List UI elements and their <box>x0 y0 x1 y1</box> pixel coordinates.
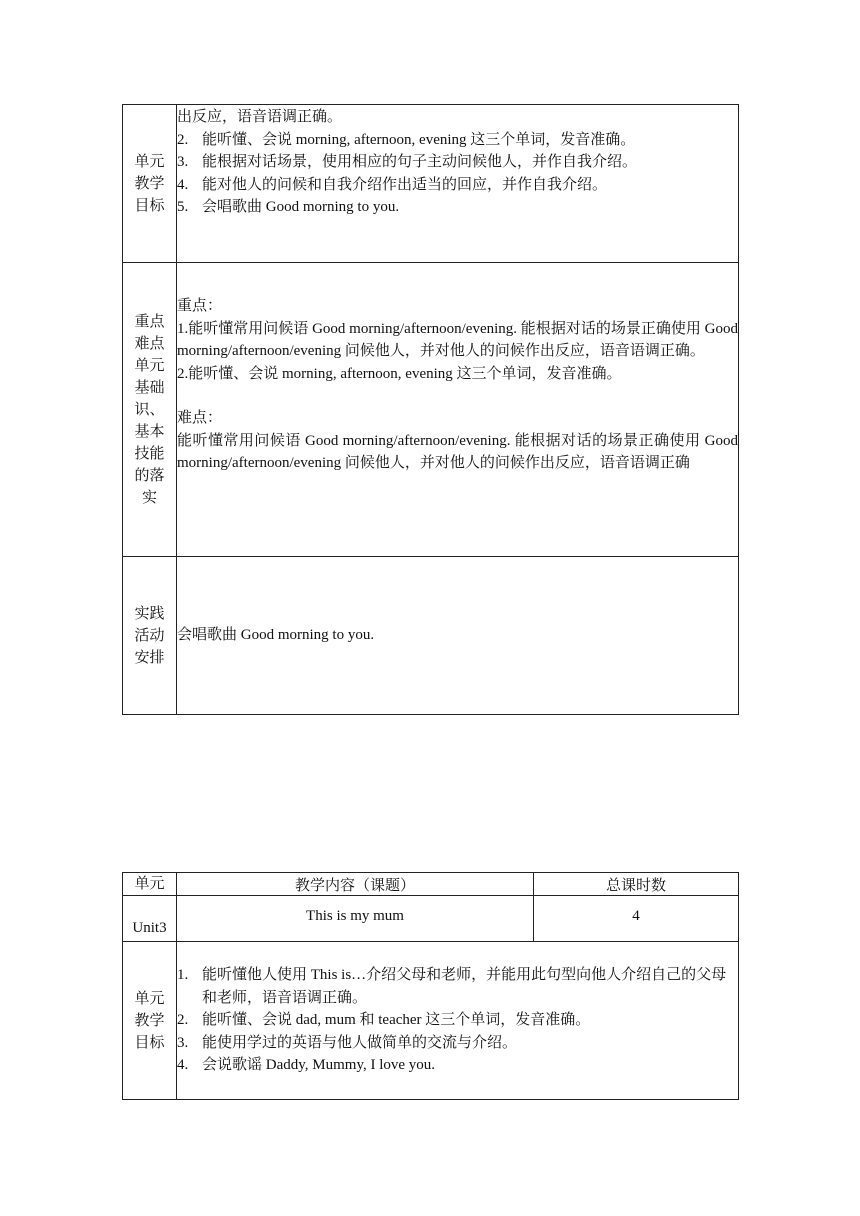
key-points-content <box>177 263 739 557</box>
goal-item: 3. 能根据对话场景，使用相应的句子主动问候他人，并作自我介绍。 <box>177 154 638 170</box>
label-line: 单元 <box>134 153 165 170</box>
goals-label-2 <box>123 942 177 1100</box>
header-row <box>123 873 739 896</box>
goal-item: 2. 能听懂、会说 morning, afternoon, evening 这三个单词，发音准确。 <box>177 131 636 148</box>
key-heading: 重点： <box>177 298 223 314</box>
practice-row <box>123 557 739 715</box>
label-line: 单元 <box>134 990 165 1007</box>
key-text-2: 2.能听懂、会说 morning, afternoon, evening 这三个单词，发音准确。 <box>177 365 622 382</box>
goals-content-2 <box>177 942 739 1100</box>
unit-plan-table-2 <box>122 872 739 1100</box>
goal-item: 1. 能听懂他人使用 This is…介绍父母和老师，并能用此句型向他人介绍自己的父母和老师，语音语调正确。 <box>177 967 727 1006</box>
label-line: 教学 <box>134 175 165 192</box>
goal-item: 5. 会唱歌曲 Good morning to you. <box>177 199 400 215</box>
label-line: 的落 <box>134 467 165 484</box>
goal-item: 4. 能对他人的问候和自我介绍作出适当的回应，并作自我介绍。 <box>177 176 608 193</box>
goals-label <box>123 105 177 263</box>
difficult-heading: 难点： <box>177 410 223 426</box>
key-text: 1.能听懂常用问候语 Good morning/afternoon/evening. 能根据对话的场景正确使用 Good morning/afternoon/evening 问候他人，并对他人的问候作出反应，语音语调正确。 <box>177 320 738 359</box>
label-line: 目标 <box>134 197 165 214</box>
practice-text: 会唱歌曲 Good morning to you. <box>177 627 375 644</box>
goals-row <box>123 105 739 263</box>
goal-item: 3. 能使用学过的英语与他人做简单的交流与介绍。 <box>177 1034 518 1051</box>
label-line: 重点 <box>134 313 165 330</box>
header-unit: 单元 <box>123 873 177 896</box>
label-line: 实 <box>141 489 157 506</box>
lesson-title: This is my mum <box>177 896 534 942</box>
goal-item: 4. 会说歌谣 Daddy, Mummy, I love you. <box>177 1057 436 1073</box>
goals-content <box>177 105 739 263</box>
label-line: 目标 <box>134 1034 165 1051</box>
practice-content <box>177 557 739 715</box>
label-line: 识、 <box>134 401 165 418</box>
goals-row-2 <box>123 942 739 1100</box>
label-line: 安排 <box>134 649 165 666</box>
label-line: 难点 <box>134 335 165 352</box>
unit-row <box>123 896 739 942</box>
practice-label <box>123 557 177 715</box>
label-line: 技能 <box>134 445 165 462</box>
label-line: 教学 <box>134 1012 165 1029</box>
key-points-row <box>123 263 739 557</box>
label-line: 单元 <box>134 357 165 374</box>
key-points-label <box>123 263 177 557</box>
label-line: 基础 <box>134 379 165 396</box>
label-line: 活动 <box>134 627 165 644</box>
label-line: 实践 <box>134 605 165 622</box>
header-content: 教学内容（课题） <box>177 873 534 896</box>
label-line: 基本 <box>134 423 165 440</box>
difficult-text: 能听懂常用问候语 Good morning/afternoon/evening. 能根据对话的场景正确使用 Good morning/afternoon/evening 问候他人，并对他人的问候作出反应，语音语调正确 <box>177 432 738 471</box>
header-hours: 总课时数 <box>534 873 739 896</box>
unit-plan-table-1 <box>122 104 739 715</box>
unit-number: Unit3 <box>123 896 177 942</box>
total-hours: 4 <box>534 896 739 942</box>
goal-item: 2. 能听懂、会说 dad, mum 和 teacher 这三个单词，发音准确。 <box>177 1012 591 1028</box>
goal-item: 出反应，语音语调正确。 <box>177 109 343 125</box>
